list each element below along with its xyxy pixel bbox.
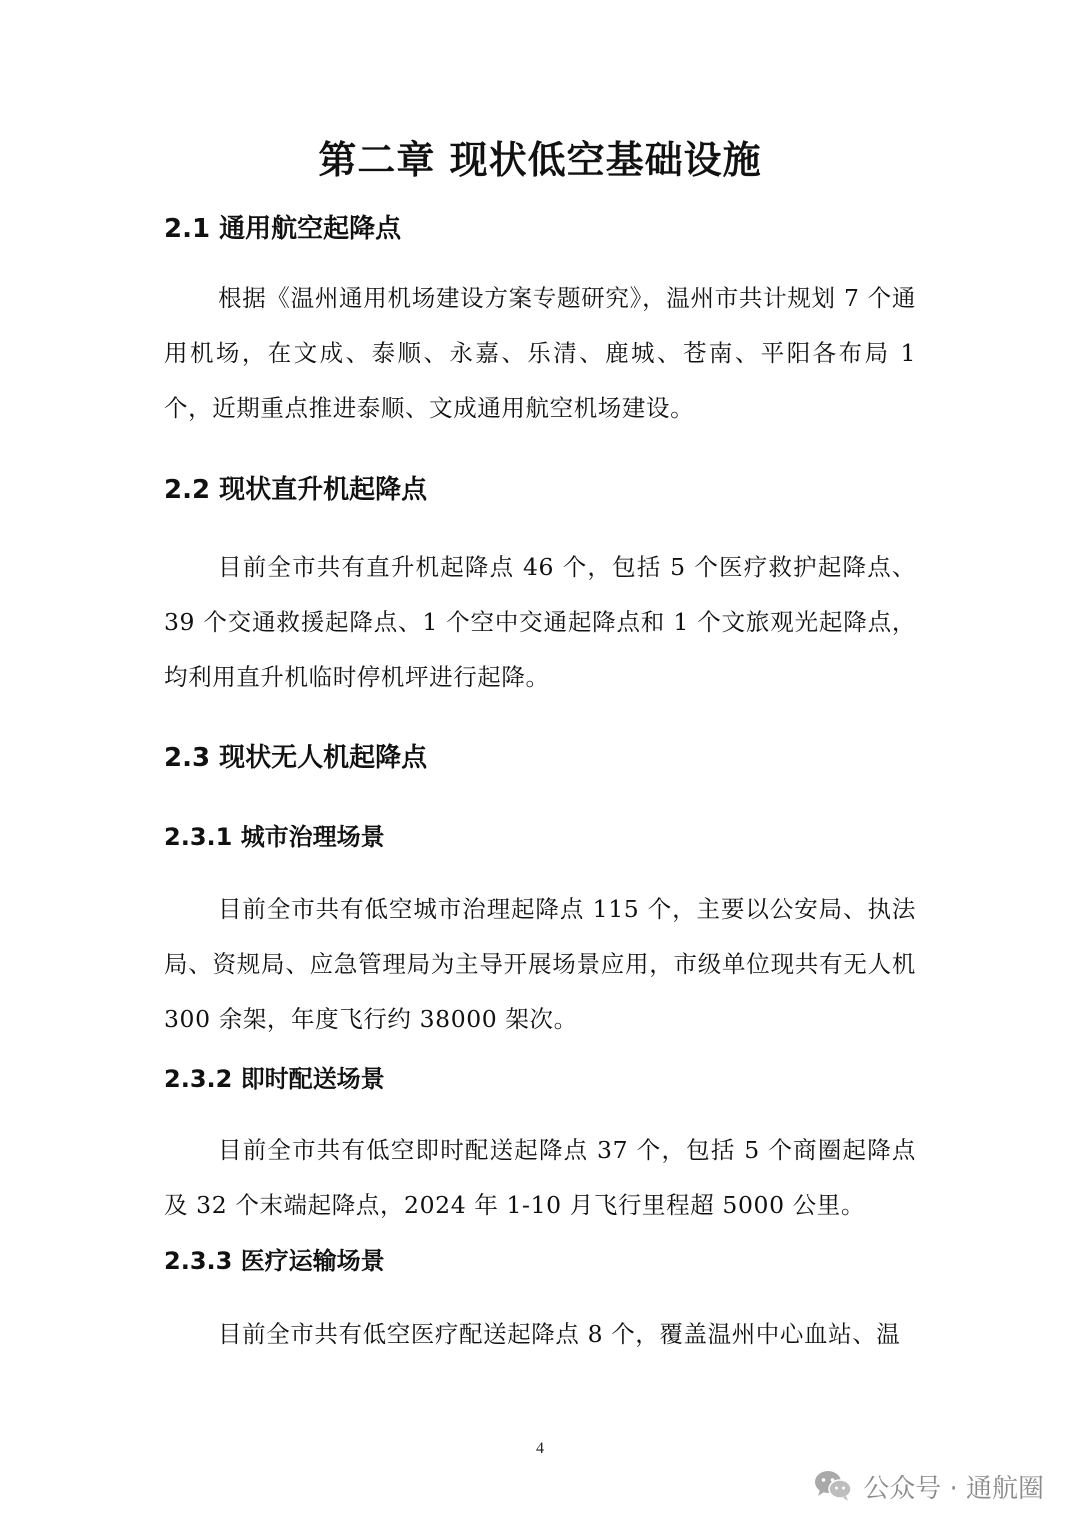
- section-heading-2-3: 2.3 现状无人机起降点: [164, 743, 428, 773]
- section-heading-2-3-2: 2.3.2 即时配送场景: [164, 1065, 385, 1093]
- section-heading-2-3-3: 2.3.3 医疗运输场景: [164, 1247, 385, 1275]
- section-paragraph-2-2: 目前全市共有直升机起降点 46 个，包括 5 个医疗救护起降点、39 个交通救援起降点、1 个空中交通起降点和 1 个文旅观光起降点，均利用直升机临时停机坪进行起降。: [164, 553, 916, 691]
- section-paragraph-2-1: 根据《温州通用机场建设方案专题研究》，温州市共计规划 7 个通用机场，在文成、泰顺、永嘉、乐清、鹿城、苍南、平阳各布局 1 个，近期重点推进泰顺、文成通用航空机场建设。: [164, 284, 916, 422]
- watermark-text: 公众号 · 通航圈: [863, 1473, 1044, 1504]
- section-heading-2-1: 2.1 通用航空起降点: [164, 214, 402, 244]
- section-paragraph-2-3-2: 目前全市共有低空即时配送起降点 37 个，包括 5 个商圈起降点及 32 个末端起降点，2024 年 1-10 月飞行里程超 5000 公里。: [164, 1136, 916, 1219]
- section-paragraph-2-3-3: 目前全市共有低空医疗配送起降点 8 个，覆盖温州中心血站、温: [218, 1320, 901, 1348]
- chapter-title: 第二章 现状低空基础设施: [318, 138, 762, 182]
- wechat-icon: [813, 1469, 853, 1503]
- section-heading-2-2: 2.2 现状直升机起降点: [164, 475, 428, 505]
- watermark: [813, 1464, 1044, 1508]
- section-paragraph-2-3-1: 目前全市共有低空城市治理起降点 115 个，主要以公安局、执法局、资规局、应急管理局为主导开展场景应用，市级单位现共有无人机 300 余架，年度飞行约 38000 架次。: [164, 895, 916, 1033]
- page-number: 4: [536, 1440, 544, 1457]
- section-heading-2-3-1: 2.3.1 城市治理场景: [164, 823, 385, 851]
